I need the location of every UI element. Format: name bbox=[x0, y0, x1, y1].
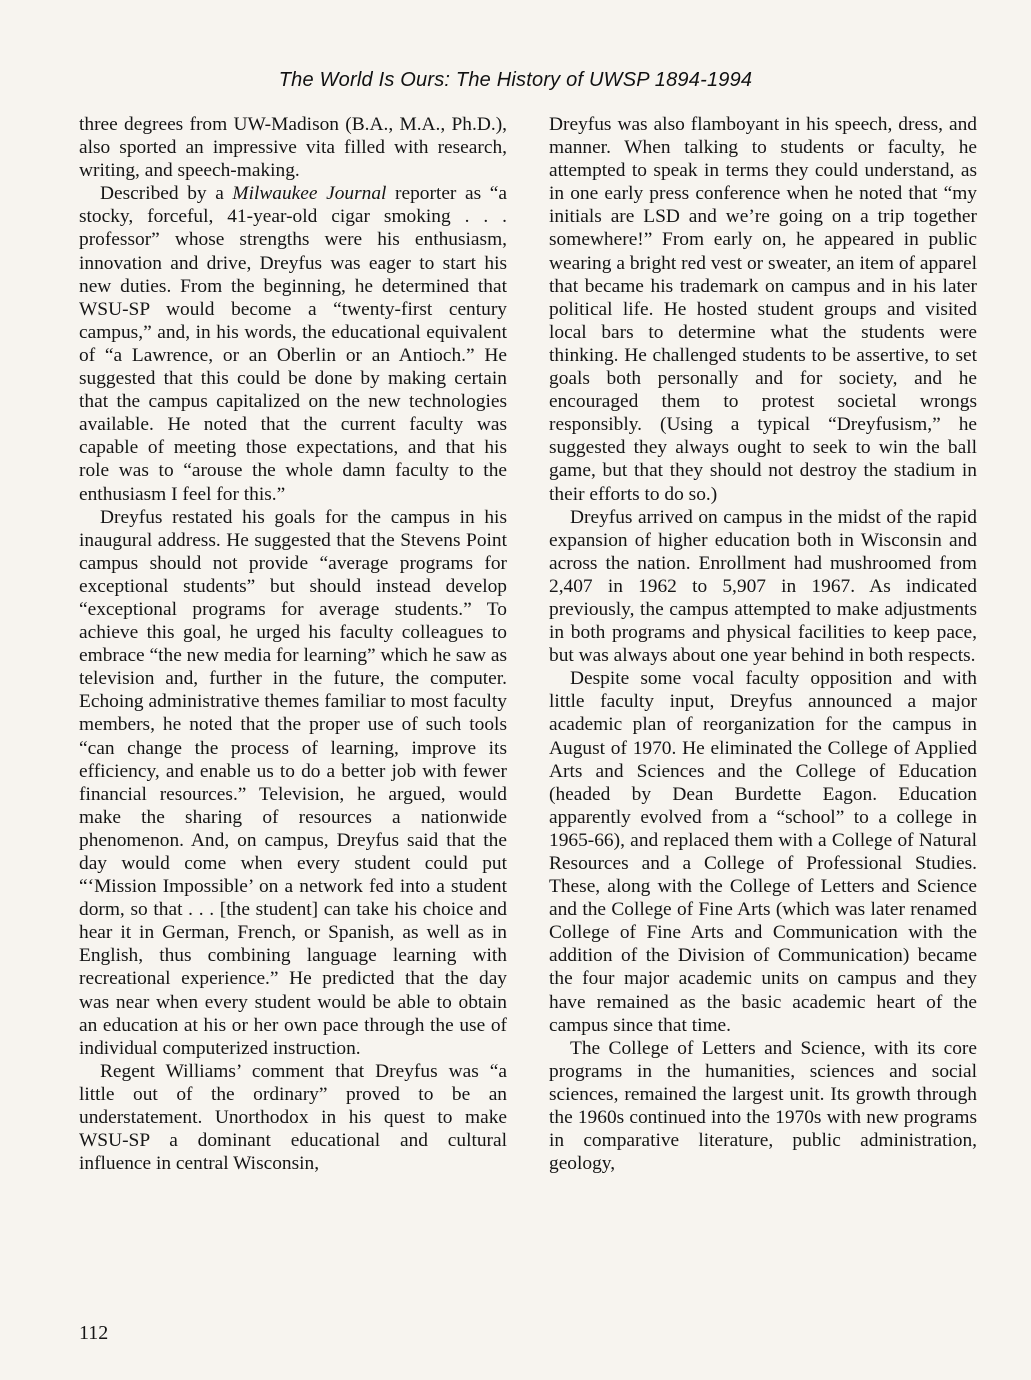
paragraph: Despite some vocal faculty opposition and with little faculty input, Dreyfus announced a major academic plan of reorganization for the campus in August of 1970. He eliminated the College of Applied Arts and Sciences and the College of Education (headed by Dean Burdette Eagon. Education apparently evolved from a “school” to a college in 1965-66), and replaced them with a College of Natural Resources and a College of Professional Studies. These, along with the College of Letters and Science and the College of Fine Arts (which was later renamed College of Fine Arts and Communication with the addition of the Division of Communication) became the four major academic units on campus and they have remained as the basic academic heart of the campus since that time. bbox=[549, 668, 977, 1036]
paragraph: The College of Letters and Science, with its core programs in the humanities, sciences and social sciences, remained the largest unit. Its growth through the 1960s continued into the 1970s with new programs in comparative literature, public administration, geology, bbox=[549, 1037, 977, 1175]
paragraph: Dreyfus arrived on campus in the midst of the rapid expansion of higher education both in Wisconsin and across the nation. Enrollment had mushroomed from 2,407 in 1962 to 5,907 in 1967. As indicated previously, the campus attempted to make adjustments in both programs and physical facilities to keep pace, but was always about one year behind in both respects. bbox=[549, 506, 977, 667]
text-column-right bbox=[549, 113, 977, 1175]
text-column-left bbox=[79, 113, 507, 1175]
publication-title: Milwaukee Journal bbox=[232, 183, 387, 205]
paragraph: three degrees from UW-Madison (B.A., M.A., Ph.D.), also sported an impressive vita filled with research, writing, and speech-making. bbox=[79, 114, 507, 182]
text-run: Described by a bbox=[100, 183, 233, 205]
paragraph bbox=[79, 182, 507, 505]
paragraph: Dreyfus restated his goals for the campus in his inaugural address. He suggested that the Stevens Point campus should not provide “average programs for exceptional students” but should instead develop “exceptional programs for average students.” To achieve this goal, he urged his faculty colleagues to embrace “the new media for learning” which he saw as television and, further in the future, the computer. Echoing administrative themes familiar to most faculty members, he noted that the proper use of such tools “can change the process of learning, improve its efficiency, and enable us to do a better job with fewer financial resources.” Television, he argued, would make the sharing of resources a nationwide phenomenon. And, on campus, Dreyfus said that the day would come when every student could put “‘Mission Impossible’ on a network fed into a student dorm, so that . . . [the student] can take his choice and hear it in German, French, or Spanish, as well as in English, thus combining language learning with recreational experience.” He predicted that the day was near when every student would be able to obtain an education at his or her own pace through the use of individual computerized instruction. bbox=[79, 506, 508, 1059]
running-head: The World Is Ours: The History of UWSP 1894-1994 bbox=[278, 69, 753, 91]
text-run: reporter as “a stocky, forceful, 41-year-old cigar smoking . . . professor” whose strengths were his enthusiasm, innovation and drive, Dreyfus was eager to start his new duties. From the beginning, he determined that WSU-SP would become a “twenty-first century campus,” and, in his words, the educational equivalent of “a Lawrence, or an Oberlin or an Antioch.” He suggested that this could be done by making certain that the campus capitalized on the new technologies available. He noted that the current faculty was capable of meeting those expectations, and that his role was to “arouse the whole damn faculty to the enthusiasm I feel for this.” bbox=[79, 183, 507, 505]
paragraph: Regent Williams’ comment that Dreyfus was “a little out of the ordinary” proved to be an understatement. Unorthodox in his quest to make WSU-SP a dominant educational and cultural influence in central Wisconsin, bbox=[79, 1060, 507, 1175]
page-number: 112 bbox=[79, 1322, 109, 1344]
paragraph: Dreyfus was also flamboyant in his speech, dress, and manner. When talking to students or faculty, he attempted to speak in terms they could understand, as in one early press conference when he noted that “my initials are LSD and we’re going on a trip together somewhere!” From early on, he appeared in public wearing a bright red vest or sweater, an item of apparel that became his trademark on campus and in his later political life. He hosted student groups and visited local bars to determine what the students were thinking. He challenged students to be assertive, to set goals both personally and for society, and he encouraged them to protest societal wrongs responsibly. (Using a typical “Dreyfusism,” he suggested they always ought to seek to win the ball game, but that they should not destroy the stadium in their efforts to do so.) bbox=[549, 114, 977, 505]
